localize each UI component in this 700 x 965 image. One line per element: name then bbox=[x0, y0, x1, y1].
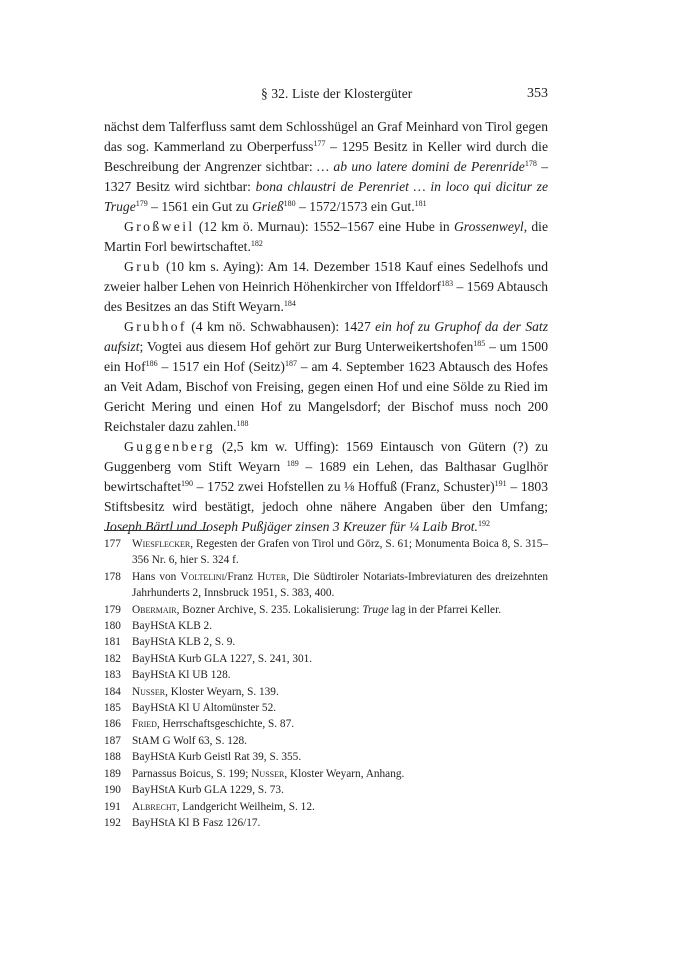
footnote-ref: 186 bbox=[145, 359, 158, 368]
text-run: – 1569 Abtausch des Besitzes an das Stift Weyarn. bbox=[104, 279, 548, 314]
citation: , Landgericht Weilheim, S. 12. bbox=[176, 800, 315, 813]
footnote-item bbox=[104, 700, 548, 716]
footnote-item bbox=[104, 716, 548, 732]
quote-italic: Joseph Bärtl und Joseph Pußjäger zinsen 3 Kreuzer für ¼ Laib Brot. bbox=[104, 519, 478, 534]
footnote-text bbox=[132, 569, 548, 602]
text-run: (2,5 km w. Uffing): 1569 Eintausch von Gütern (?) zu Guggenberg vom Stift Weyarn bbox=[104, 439, 548, 474]
footnote-item bbox=[104, 782, 548, 798]
footnote-ref: 184 bbox=[283, 299, 296, 308]
footnote-ref: 189 bbox=[286, 459, 299, 468]
footnote-text bbox=[132, 716, 548, 732]
author-name: Huter bbox=[257, 570, 287, 583]
footnote-item bbox=[104, 684, 548, 700]
footnote-ref: 183 bbox=[441, 279, 454, 288]
footnote-number: 191 bbox=[104, 800, 121, 813]
text-run: (4 km nö. Schwabhausen): 1427 bbox=[186, 319, 376, 334]
text-run: nächst dem Talferfluss samt dem Schlosshügel an Graf Meinhard von Tirol gegen das sog. Kammerland zu Oberperfuss bbox=[104, 119, 548, 154]
footnote-number: 180 bbox=[104, 620, 121, 633]
footnote-text: BayHStA Kl U Altomünster 52. bbox=[132, 702, 277, 715]
text-run: – 1327 Besitz wird sichtbar: bbox=[104, 159, 548, 194]
footnote-text bbox=[132, 684, 548, 700]
footnote-text: BayHStA Kurb GLA 1229, S. 73. bbox=[132, 784, 284, 797]
author-name: Nusser bbox=[132, 685, 166, 698]
footnote-item bbox=[104, 569, 548, 602]
footnote-text: BayHStA KLB 2. bbox=[132, 620, 213, 633]
text-run: – 1752 zwei Hofstellen zu ⅛ Hoffuß (Franz, Schuster) bbox=[193, 479, 495, 494]
footnote-number: 188 bbox=[104, 751, 121, 764]
text-run: – 1561 ein Gut zu bbox=[147, 199, 252, 214]
paragraph-grossweil bbox=[104, 217, 548, 257]
page-header bbox=[104, 86, 548, 106]
footnote-text: BayHStA Kurb GLA 1227, S. 241, 301. bbox=[132, 652, 313, 665]
footnote-number: 177 bbox=[104, 538, 121, 550]
citation: , Kloster Weyarn, S. 139. bbox=[165, 685, 279, 698]
text-run: – 1572/1573 ein Gut. bbox=[295, 199, 415, 214]
footnote-number: 190 bbox=[104, 784, 121, 797]
citation: , Bozner Archive, S. 235. Lokalisierung: bbox=[176, 603, 363, 616]
text-run: (12 km ö. Murnau): 1552–1567 eine Hube in bbox=[194, 219, 454, 234]
footnote-text bbox=[132, 602, 548, 618]
footnote-item bbox=[104, 618, 548, 634]
footnote-text: BayHStA Kurb Geistl Rat 39, S. 355. bbox=[132, 751, 302, 764]
author-name: Obermair bbox=[132, 603, 177, 616]
citation: , Die Südtiroler Notariats-Imbreviaturen des dreizehnten Jahrhunderts 2, Innsbruck 1951, S. 383, 400. bbox=[132, 570, 548, 600]
citation: , Herrschaftsgeschichte, S. 87. bbox=[156, 718, 295, 731]
place-name: Großweil bbox=[124, 219, 195, 234]
footnote-number: 179 bbox=[104, 603, 121, 616]
quote-italic: Truge bbox=[362, 603, 389, 616]
footnote-ref: 181 bbox=[414, 199, 427, 208]
footnote-text: BayHStA KLB 2, S. 9. bbox=[132, 636, 236, 649]
footnote-ref: 178 bbox=[524, 159, 537, 168]
footnote-ref: 177 bbox=[313, 139, 326, 148]
footnote-number: 187 bbox=[104, 734, 121, 747]
place-name: Grub bbox=[124, 259, 162, 274]
footnote-ref: 182 bbox=[250, 239, 263, 248]
author-name: Albrecht bbox=[132, 800, 177, 813]
footnote-item bbox=[104, 733, 548, 749]
paragraph-grub bbox=[104, 257, 548, 317]
footnote-number: 185 bbox=[104, 702, 121, 715]
footnote-text: BayHStA Kl UB 128. bbox=[132, 669, 231, 682]
footnote-item bbox=[104, 799, 548, 815]
author-name: Nusser bbox=[251, 767, 285, 780]
citation: Hans von bbox=[132, 570, 181, 583]
footnote-ref: 187 bbox=[284, 359, 297, 368]
footnote-number: 183 bbox=[104, 669, 121, 682]
footnote-number: 184 bbox=[104, 685, 121, 698]
place-name: Guggenberg bbox=[124, 439, 215, 454]
paragraph-grubhof bbox=[104, 317, 548, 437]
footnote-item bbox=[104, 815, 548, 831]
footnote-item bbox=[104, 766, 548, 782]
footnote-item bbox=[104, 667, 548, 683]
author-name: Voltelini bbox=[180, 570, 225, 583]
main-text bbox=[104, 117, 548, 537]
quote-italic: Grieß bbox=[251, 199, 284, 214]
citation: /Franz bbox=[224, 570, 258, 583]
footnote-ref: 192 bbox=[477, 519, 490, 528]
footnote-number: 182 bbox=[104, 652, 121, 665]
text-run: – 1517 ein Hof (Seitz) bbox=[157, 359, 285, 374]
citation: lag in der Pfarrei Keller. bbox=[388, 603, 502, 616]
footnote-text: StAM G Wolf 63, S. 128. bbox=[132, 734, 248, 747]
author-name: Wiesflecker bbox=[132, 538, 191, 550]
footnote-ref: 191 bbox=[494, 479, 507, 488]
quote-italic: … ab uno latere domini de Perenride bbox=[316, 159, 525, 174]
footnote-divider bbox=[104, 530, 208, 531]
text-run: – um 1500 ein Hof bbox=[104, 339, 548, 374]
footnote-number: 192 bbox=[104, 816, 121, 829]
text-run: , die Martin Forl bewirtschaftet. bbox=[104, 219, 548, 254]
running-title: § 32. Liste der Klostergüter bbox=[261, 86, 413, 101]
footnote-item bbox=[104, 634, 548, 650]
quote-italic: bona chlaustri de Perenriet … in loco qui dicitur ze Truge bbox=[104, 179, 548, 214]
text-run: – 1689 ein Lehen, das Balthasar Guglhör bewirtschaftet bbox=[104, 459, 548, 494]
footnote-text bbox=[132, 536, 548, 569]
footnote-item bbox=[104, 536, 548, 569]
footnotes bbox=[104, 536, 548, 831]
footnote-number: 189 bbox=[104, 767, 121, 780]
footnote-number: 181 bbox=[104, 636, 121, 649]
text-run: – 1295 Besitz in Keller wird durch die Beschreibung der Angrenzer sichtbar: bbox=[104, 139, 548, 174]
footnote-ref: 188 bbox=[236, 419, 249, 428]
text-run: (10 km s. Aying): Am 14. Dezember 1518 Kauf eines Sedelhofs und zweier halber Lehen von Heinrich Höhenkircher von Iffeldorf bbox=[104, 259, 548, 294]
footnote-ref: 185 bbox=[473, 339, 486, 348]
text-run: ; Vogtei aus diesem Hof gehört zur Burg Unterweikertshofen bbox=[139, 339, 474, 354]
footnote-text bbox=[132, 766, 548, 782]
paragraph-guggenberg bbox=[104, 437, 548, 537]
quote-italic: Grossenweyl bbox=[453, 219, 524, 234]
footnote-item bbox=[104, 602, 548, 618]
footnote-item bbox=[104, 651, 548, 667]
footnote-text: BayHStA Kl B Fasz 126/17. bbox=[132, 816, 261, 829]
text-run: – am 4. September 1623 Abtausch des Hofes an Veit Adam, Bischof von Freising, gegen einen Hof und eine Sölde zu Ried im Gericht Mering und einen Hof zu Mangelsdorf; der Bischof muss noch 200 Reichstaler dazu zahlen. bbox=[104, 359, 548, 434]
footnote-text bbox=[132, 799, 548, 815]
author-name: Fried bbox=[132, 718, 157, 731]
citation: , Regesten der Grafen von Tirol und Görz, S. 61; Monumenta Boica 8, S. 315–356 Nr. 6, hier S. 324 f. bbox=[132, 538, 548, 567]
page-number: 353 bbox=[527, 86, 548, 101]
footnote-item bbox=[104, 749, 548, 765]
footnote-ref: 190 bbox=[181, 479, 193, 488]
footnote-ref: 180 bbox=[283, 199, 296, 208]
footnote-number: 178 bbox=[104, 570, 121, 583]
footnote-ref: 179 bbox=[135, 199, 148, 208]
place-name: Grubhof bbox=[124, 319, 187, 334]
paragraph-talfer bbox=[104, 117, 548, 217]
citation: Parnassus Boicus, S. 199; bbox=[132, 767, 252, 780]
quote-italic: ein hof zu Gruphof da der Satz aufsizt bbox=[104, 319, 548, 354]
footnote-number: 186 bbox=[104, 718, 121, 731]
citation: , Kloster Weyarn, Anhang. bbox=[284, 767, 405, 780]
text-run: – 1803 Stiftsbesitz wird bestätigt, jedoch ohne nähere Angaben über den Umfang; bbox=[104, 479, 548, 514]
